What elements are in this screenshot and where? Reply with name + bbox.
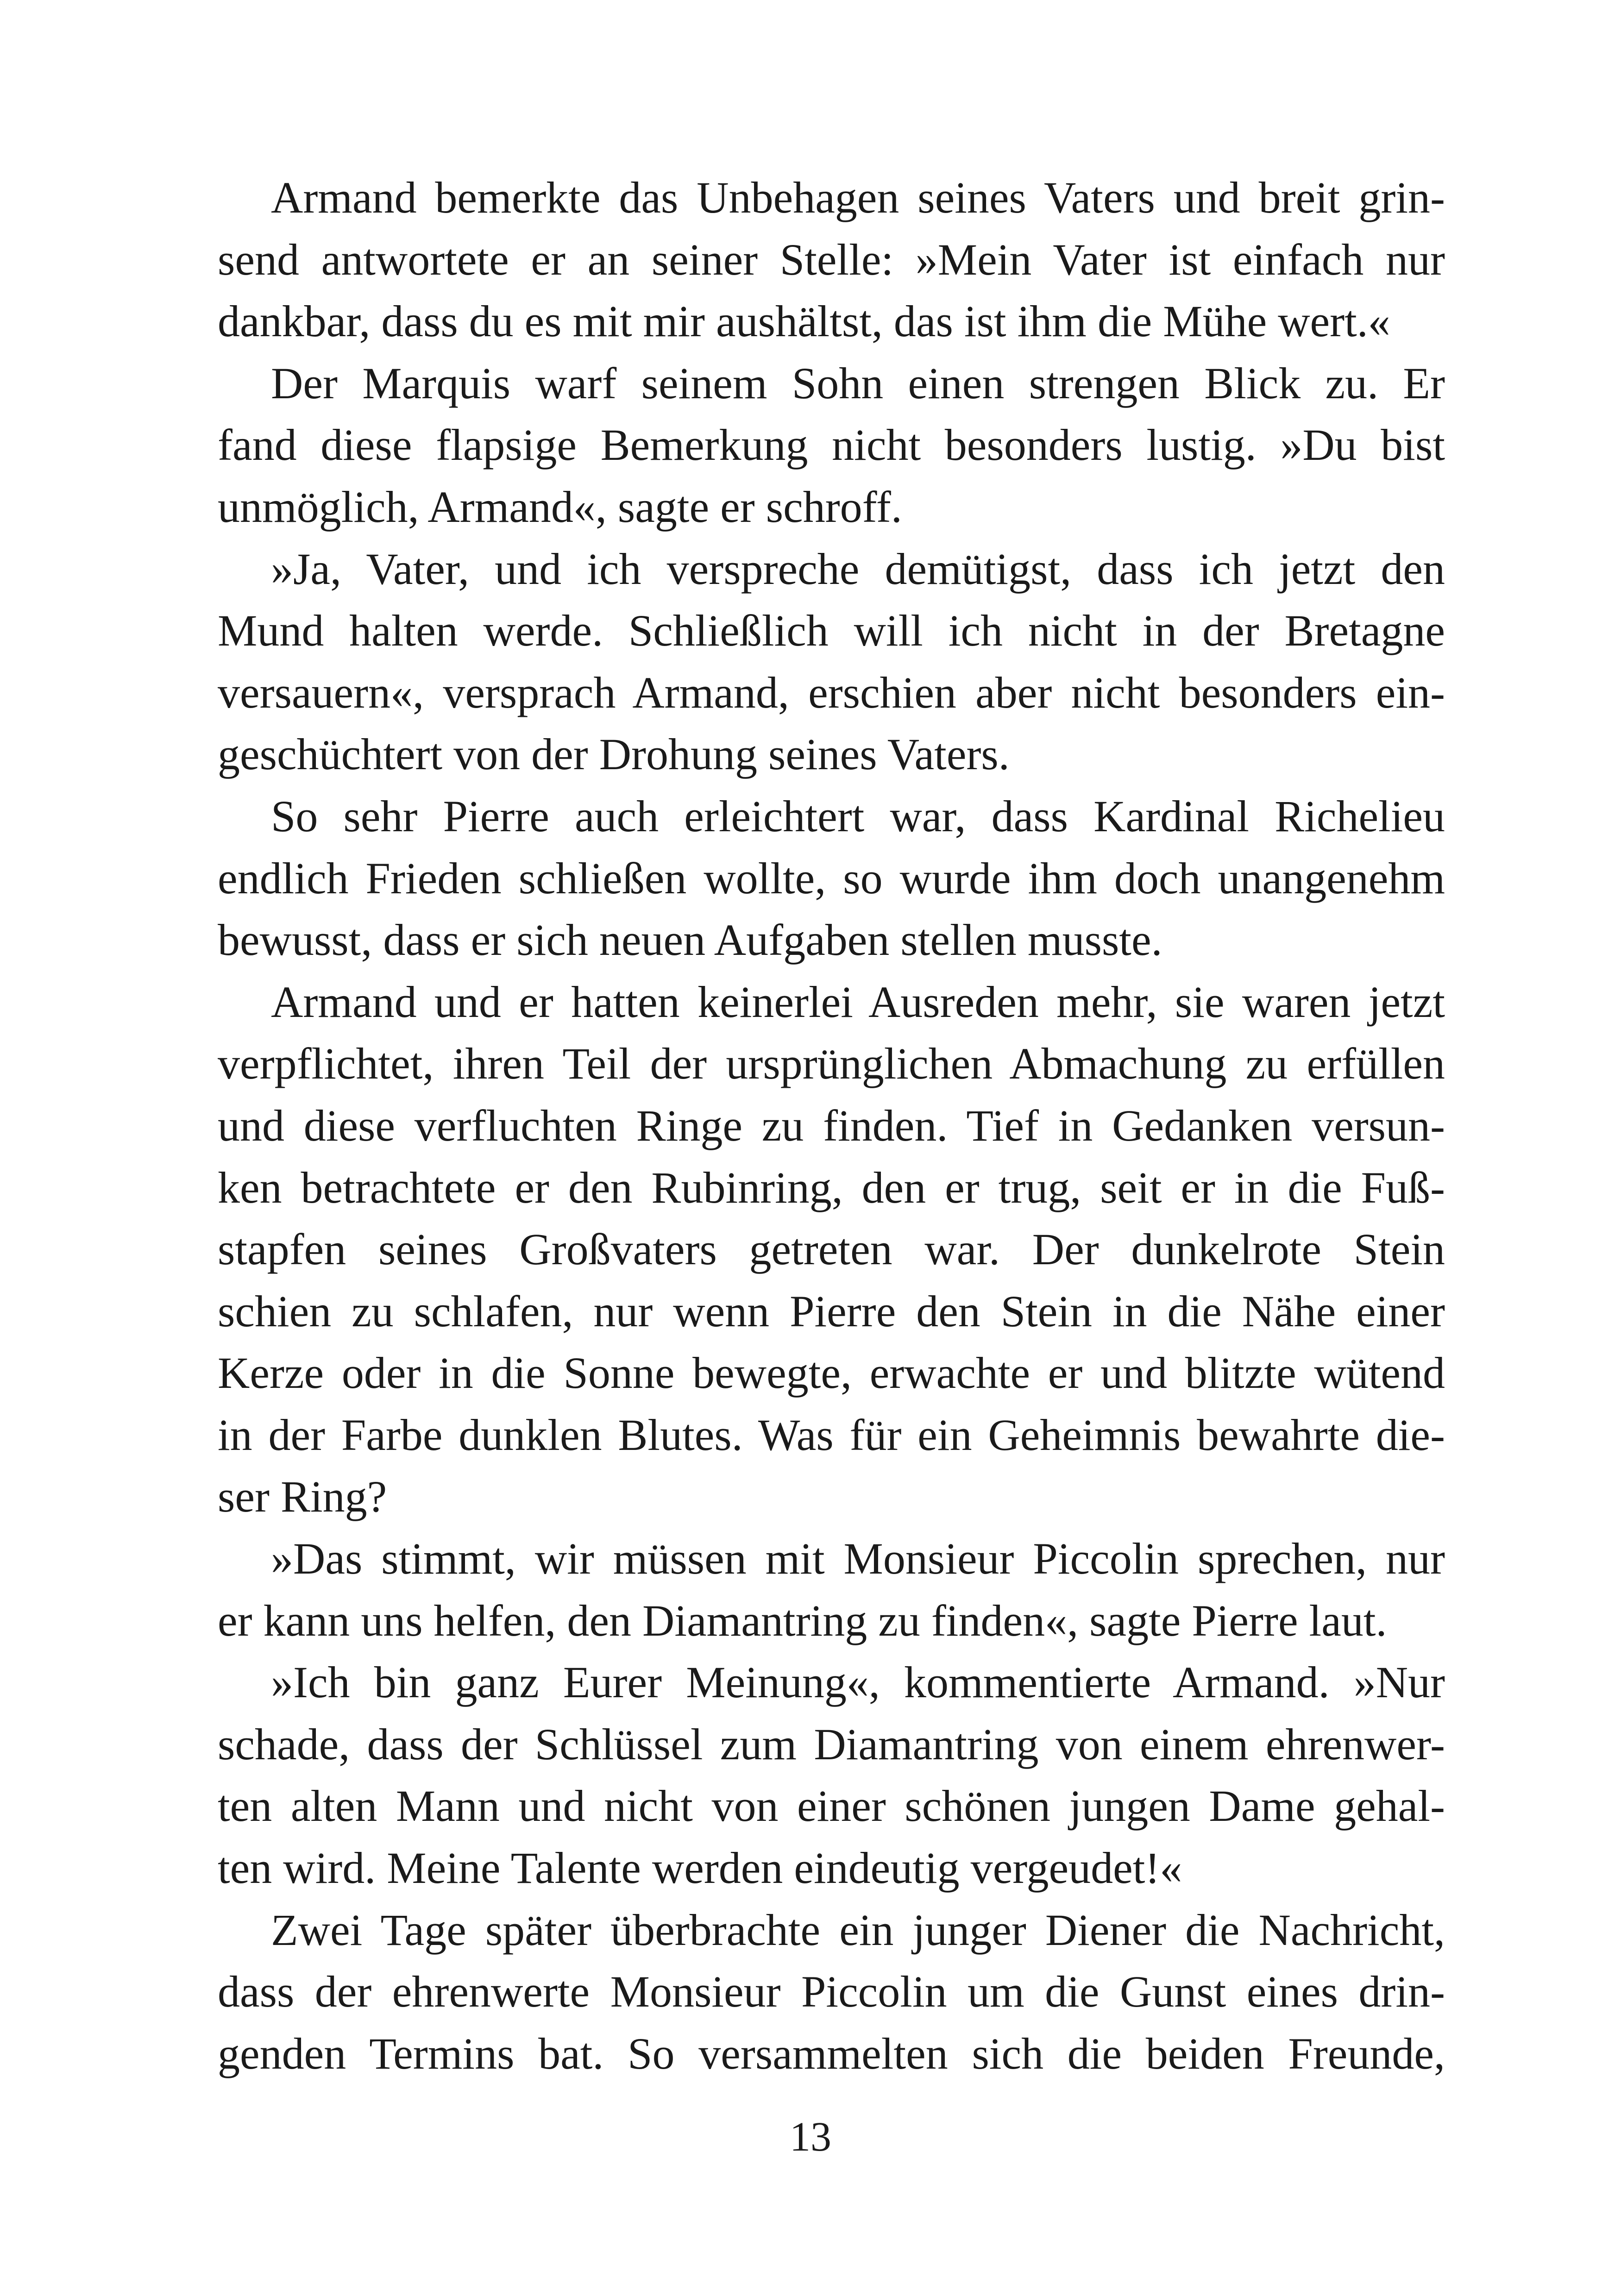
text-line: Kerze oder in die Sonne bewegte, erwachte er und blitzte wütend	[218, 1348, 1445, 1398]
text-line: unmöglich, Armand«, sagte er schroff.	[218, 482, 902, 532]
text-line: ten wird. Meine Talente werden eindeutig vergeudet!«	[218, 1843, 1182, 1893]
text-line: endlich Frieden schließen wollte, so wurde ihm doch unangenehm	[218, 853, 1445, 903]
text-line: dankbar, dass du es mit mir aushältst, das ist ihm die Mühe wert.«	[218, 296, 1390, 346]
text-line: bewusst, dass er sich neuen Aufgaben stellen musste.	[218, 915, 1162, 965]
text-line: und diese verfluchten Ringe zu finden. Tief in Gedanken versun-	[218, 1100, 1445, 1150]
text-line: schien zu schlafen, nur wenn Pierre den Stein in die Nähe einer	[218, 1286, 1445, 1336]
text-line: schade, dass der Schlüssel zum Diamantring von einem ehrenwer-	[218, 1719, 1445, 1769]
text-line: dass der ehrenwerte Monsieur Piccolin um die Gunst eines drin-	[218, 1967, 1445, 2017]
text-line: »Ja, Vater, und ich verspreche demütigst, dass ich jetzt den	[271, 544, 1445, 594]
text-line: Armand und er hatten keinerlei Ausreden mehr, sie waren jetzt	[271, 977, 1445, 1027]
text-line: er kann uns helfen, den Diamantring zu finden«, sagte Pierre laut.	[218, 1595, 1387, 1645]
text-line: Armand bemerkte das Unbehagen seines Vaters und breit grin-	[271, 173, 1445, 222]
text-line: geschüchtert von der Drohung seines Vaters.	[218, 729, 1010, 779]
body-text	[218, 167, 1445, 2084]
text-line: send antwortete er an seiner Stelle: »Mein Vater ist einfach nur	[218, 234, 1445, 284]
text-line: Zwei Tage später überbrachte ein junger Diener die Nachricht,	[271, 1905, 1445, 1955]
text-line: ser Ring?	[218, 1472, 387, 1522]
text-line: in der Farbe dunklen Blutes. Was für ein Geheimnis bewahrte die-	[218, 1410, 1445, 1460]
text-line: Der Marquis warf seinem Sohn einen strengen Blick zu. Er	[271, 358, 1445, 408]
text-line: versauern«, versprach Armand, erschien aber nicht besonders ein-	[218, 667, 1445, 717]
text-line: stapfen seines Großvaters getreten war. Der dunkelrote Stein	[218, 1224, 1445, 1274]
text-line: Mund halten werde. Schließlich will ich nicht in der Bretagne	[218, 606, 1445, 656]
text-line: ten alten Mann und nicht von einer schönen jungen Dame gehal-	[218, 1781, 1445, 1831]
text-line: verpflichtet, ihren Teil der ursprünglichen Abmachung zu erfüllen	[218, 1039, 1445, 1089]
text-line: fand diese flapsige Bemerkung nicht besonders lustig. »Du bist	[218, 420, 1445, 470]
text-line: »Ich bin ganz Eurer Meinung«, kommentierte Armand. »Nur	[271, 1657, 1445, 1707]
text-line: So sehr Pierre auch erleichtert war, dass Kardinal Richelieu	[271, 791, 1445, 841]
text-line: genden Termins bat. So versammelten sich die beiden Freunde,	[218, 2028, 1445, 2078]
text-line: ken betrachtete er den Rubinring, den er trug, seit er in die Fuß-	[218, 1162, 1445, 1212]
page-number: 13	[790, 2114, 831, 2160]
text-line: »Das stimmt, wir müssen mit Monsieur Piccolin sprechen, nur	[271, 1534, 1445, 1584]
